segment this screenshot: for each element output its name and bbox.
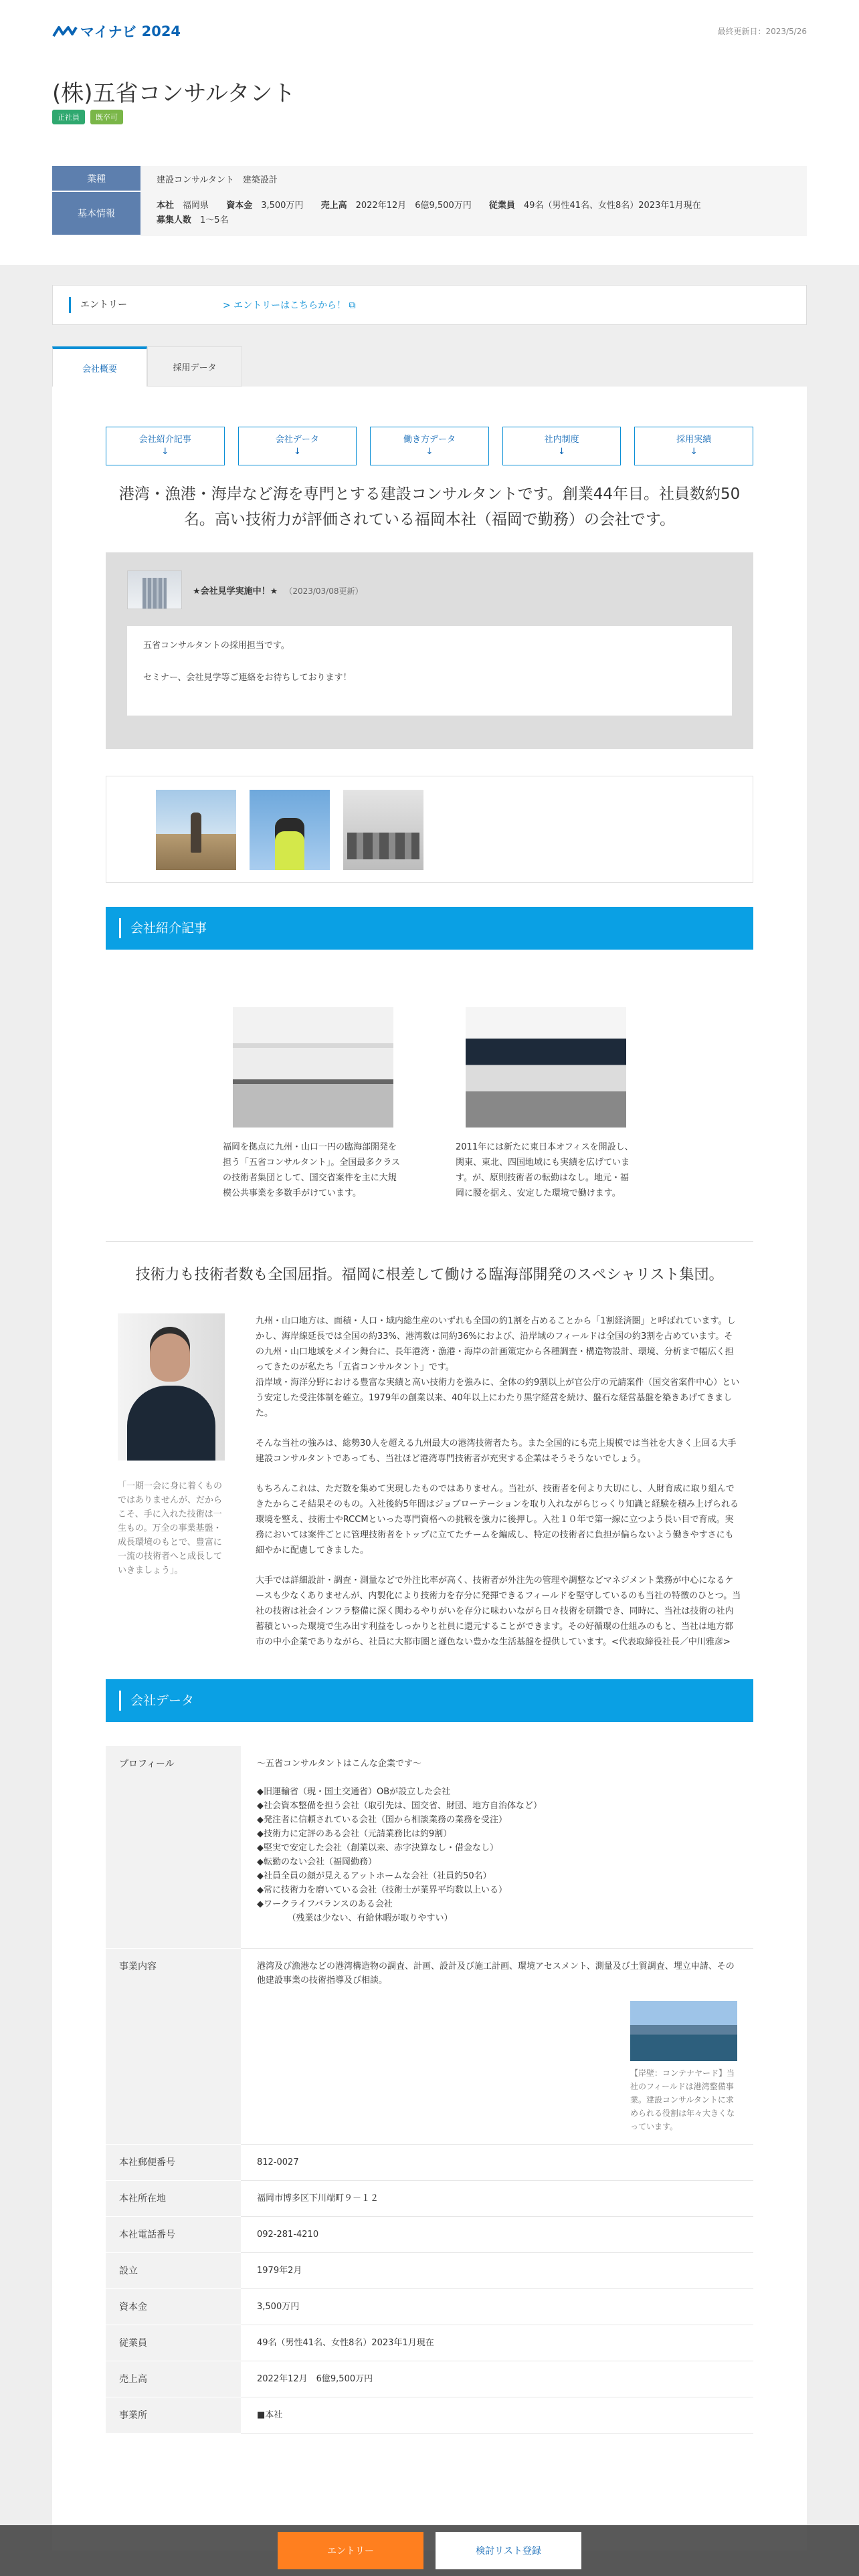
- tab-company-overview[interactable]: 会社概要: [52, 346, 147, 387]
- anchor-intro-articles[interactable]: 会社紹介記事 ↓: [106, 427, 225, 465]
- entry-link[interactable]: > エントリーはこちらから！ ⧉: [223, 300, 356, 311]
- news-header[interactable]: [127, 568, 732, 611]
- offices-value: ■本社: [241, 2397, 753, 2434]
- tab-bar: [52, 346, 807, 387]
- profile-label: プロフィール: [106, 1746, 241, 1949]
- arrow-down-icon: ↓: [425, 447, 434, 457]
- business-value: 建設コンサルタント 建築設計: [157, 175, 278, 185]
- sales-data-value: 2022年12月 6億9,500万円: [241, 2361, 753, 2397]
- news-thumbnail: [127, 570, 182, 609]
- capital-value: 3,500万円: [261, 201, 304, 211]
- business-photo: [630, 2001, 737, 2061]
- ceo-photo: [118, 1313, 225, 1461]
- last-updated: 最終更新日：2023/5/26: [717, 27, 807, 36]
- main-area: [0, 265, 859, 2576]
- entry-box: [52, 285, 807, 325]
- news-body: 五省コンサルタントの採用担当です。 セミナー、会社見学等ご連絡をお待ちしております！: [127, 626, 732, 716]
- logo-mark-icon: [52, 25, 78, 37]
- capital-data-value: 3,500万円: [241, 2289, 753, 2325]
- company-header: [0, 64, 859, 265]
- address-label: 本社所在地: [106, 2181, 241, 2217]
- sales-value: 2022年12月 6億9,500万円: [355, 201, 472, 211]
- article-text: 福岡を拠点に九州・山口一円の臨海部開発を担う「五省コンサルタント」。全国最多クラスの技術者集団として、国交省案件を主に大規模公共事業を多数手がけています。: [223, 1142, 400, 1198]
- anchor-work-style[interactable]: 働き方データ ↓: [370, 427, 489, 465]
- employees-data-value: 49名（男性41名、女性8名）2023年1月現在: [241, 2325, 753, 2361]
- article-card: [456, 1007, 636, 1201]
- sticky-footer: [0, 2525, 859, 2576]
- intro-articles: [106, 1007, 753, 1201]
- basic-info-value: 本社 福岡県 資本金 3,500万円 売上高 2022年12月 6億9,500万円 従業員 49名（男性41名、女性8名）2023年1月現在 募集人数 1～5名: [157, 201, 701, 225]
- divider: [106, 1241, 753, 1242]
- offices-label: 事業所: [106, 2397, 241, 2434]
- article-image: [466, 1007, 626, 1128]
- ceo-message-title: 技術力も技術者数も全国屈指。福岡に根差して働ける臨海部開発のスペシャリスト集団。: [135, 1267, 724, 1283]
- photo-office[interactable]: [343, 790, 423, 870]
- logo-year: 2024: [141, 23, 181, 39]
- news-box: [106, 552, 753, 749]
- founded-value: 1979年2月: [241, 2253, 753, 2289]
- article-card: [223, 1007, 403, 1201]
- company-name: (株)五省コンサルタント: [52, 80, 296, 107]
- zip-value: 812-0027: [241, 2145, 753, 2181]
- anchor-nav: [106, 427, 753, 465]
- entry-label: エントリー: [69, 297, 223, 313]
- business-detail-label: 事業内容: [106, 1949, 241, 2145]
- tel-value: 092-281-4210: [241, 2217, 753, 2253]
- photo-gallery: [106, 776, 753, 883]
- header: [0, 0, 859, 64]
- employees-value: 49名（男性41名、女性8名）2023年1月現在: [523, 201, 701, 211]
- entry-button[interactable]: エントリー: [278, 2532, 423, 2569]
- arrow-down-icon: ↓: [558, 447, 566, 457]
- section-heading-intro: 会社紹介記事: [106, 907, 753, 950]
- mynavi-logo[interactable]: [52, 21, 181, 41]
- tag-graduate: 既卒可: [90, 110, 123, 124]
- news-date: （2023/03/08更新）: [284, 586, 363, 596]
- hiring-value: 1～5名: [200, 215, 229, 225]
- ceo-message: [106, 1313, 753, 1650]
- ceo-caption: 「一期一会に身に着くものではありませんが、だからこそ、手に入れた技術は一生もの。万全の事業基盤・成長環境のもとで、豊富に一流の技術者へと成長していきましょう」。: [118, 1481, 223, 1576]
- profile-value: ～五省コンサルタントはこんな企業です～ ◆旧運輸省（現・国土交通省）OBが設立した会社 ◆社会資本整備を担う会社（取引先は、国交省、財団、地方自治体など） ◆発注者に信頼されている会社（国から相談業務の業務を受注） ◆技術力に定評のある会社（元請業務比は約9割） ◆堅実で安定した会社（創業以来、赤字決算なし・借金なし） ◆転勤のない会社（福岡勤務） ◆社員全員の顔が見えるアットホームな会社（社員約50名） ◆常に技術力を磨いている会社（技術士が業界平均数以上いる） ◆ワークライフバランスのある会社 （残業は少ない、有給休暇が取りやすい）: [241, 1746, 753, 1949]
- tag-fulltime: 正社員: [52, 110, 85, 124]
- employees-label: 従業員: [106, 2325, 241, 2361]
- hq-value: 福岡県: [183, 201, 209, 211]
- arrow-down-icon: ↓: [690, 447, 698, 457]
- basic-info-label: 基本情報: [52, 191, 140, 235]
- capital-label: 資本金: [106, 2289, 241, 2325]
- arrow-down-icon: ↓: [293, 447, 301, 457]
- tab-recruit-data[interactable]: 採用データ: [147, 346, 242, 387]
- section-heading-data: 会社データ: [106, 1679, 753, 1722]
- article-text: 2011年には新たに東日本オフィスを開設し、関東、東北、四国地域にも実績を広げています。が、原則技術者の転勤はなし。地元・福岡に腰を据え、安定した環境で働けます。: [456, 1142, 634, 1198]
- sales-label: 売上高: [106, 2361, 241, 2397]
- founded-label: 設立: [106, 2253, 241, 2289]
- photo-survey[interactable]: [156, 790, 236, 870]
- business-photo-caption: 【岸壁：コンテナヤード】当社のフィールドは港湾整備事業。建設コンサルタントに求められる役割は年々大きくなっています。: [630, 2068, 735, 2131]
- ceo-message-body: 九州・山口地方は、面積・人口・域内総生産のいずれも全国の約1割を占めることから「1割経済圏」と呼ばれています。しかし、海岸線延長では全国の約33%、港湾数は同約36%におよび、沿岸域のフィールドは全国の約3割を占めています。その九州・山口地域をメイン舞台に、長年港湾・漁港・海岸の計画策定から各種調査・構造物設計、環境、分析まで幅広く担ってきたのが私たち「五省コンサルタント」です。 沿岸域・海洋分野における豊富な実績と高い技術力を強みに、全体の約9割以上が官公庁の元請案件（国交省案件中心）という安定した受注体制を確立。1979年の創業以来、40年以上にわたり黒字経営を続け、盤石な経営基盤を築きあげてきました。 そんな当社の強みは、総勢30人を超える九州最大の港湾技術者たち。また全国的にも売上規模では当社を大きく上回る大手建設コンサルタントであっても、当社ほど港湾専門技術者が充実する企業はそうそうないでしょう。 もちろんこれは、ただ数を集めて実現したものではありません。当社が、技術者を何より大切にし、人財育成に取り組んできたからこそ結果そのもの。入社後約5年間はジョブローテーションを取り入れながらじっくり知識と経験を積み上げられる環境を整え、技術士やRCCMといった専門資格への挑戦を強力に後押し。入社１０年で第一線に立つよう長い目で育成。実務においては案件ごとに管理技術者をトップに立てたチームを編成し、特定の技術者に負担が偏らないよう働きやすさにも細やかに配慮してきました。 大手では詳細設計・調査・測量などで外注比率が高く、技術者が外注先の管理や調整などマネジメント業務が中心になるケースも少なくありませんが、内製化により技術力を存分に発揮できるフィールドを堅守しているのも当社の特徴のひとつ。当社の技術は社会インフラ整備に深く関わるやりがいを存分に味わいながら日々技術を研鑽でき、同時に、当社は技術の社内蓄積といった環境で生み出す利益をしっかりと社員に還元することができます。その好循環の仕組みのもと、当社は地方都市の中小企業でありながら、社員に大都市圏と遜色ない豊かな生活基盤を提供しています。<代表取締役社長／中川雅彦>: [256, 1316, 741, 1647]
- article-image: [233, 1007, 393, 1128]
- business-detail-value: 港湾及び漁港などの港湾構造物の調査、計画、設計及び施工計画、環境アセスメント、測量及び土質調査、埋立申請、その他建設事業の技術指導及び相談。 【岸壁：コンテナヤード】当社のフィールドは港湾整備事業。建設コンサルタントに求められる役割は年々大きくなっています。: [241, 1949, 753, 2145]
- logo-text: マイナビ: [80, 24, 136, 40]
- company-data-table: [106, 1746, 753, 2434]
- photo-worker[interactable]: [250, 790, 330, 870]
- lead-text: 港湾・漁港・海岸など海を専門とする建設コンサルタントです。創業44年目。社員数約50名。高い技術力が評価されている福岡本社（福岡で勤務）の会社です。: [118, 486, 741, 528]
- address-value: 福岡市博多区下川端町９－１２: [241, 2181, 753, 2217]
- tab-panel: [52, 387, 807, 2551]
- business-label: 業種: [52, 166, 140, 191]
- anchor-company-data[interactable]: 会社データ ↓: [238, 427, 357, 465]
- company-tags: [52, 110, 807, 124]
- tel-label: 本社電話番号: [106, 2217, 241, 2253]
- add-to-list-button[interactable]: 検討リスト登録: [436, 2532, 581, 2569]
- anchor-internal-system[interactable]: 社内制度 ↓: [502, 427, 622, 465]
- anchor-hiring-record[interactable]: 採用実績 ↓: [634, 427, 753, 465]
- news-title: ★会社見学実施中！★: [193, 586, 278, 597]
- basic-info-table: [52, 166, 807, 236]
- zip-label: 本社郵便番号: [106, 2145, 241, 2181]
- arrow-down-icon: ↓: [161, 447, 169, 457]
